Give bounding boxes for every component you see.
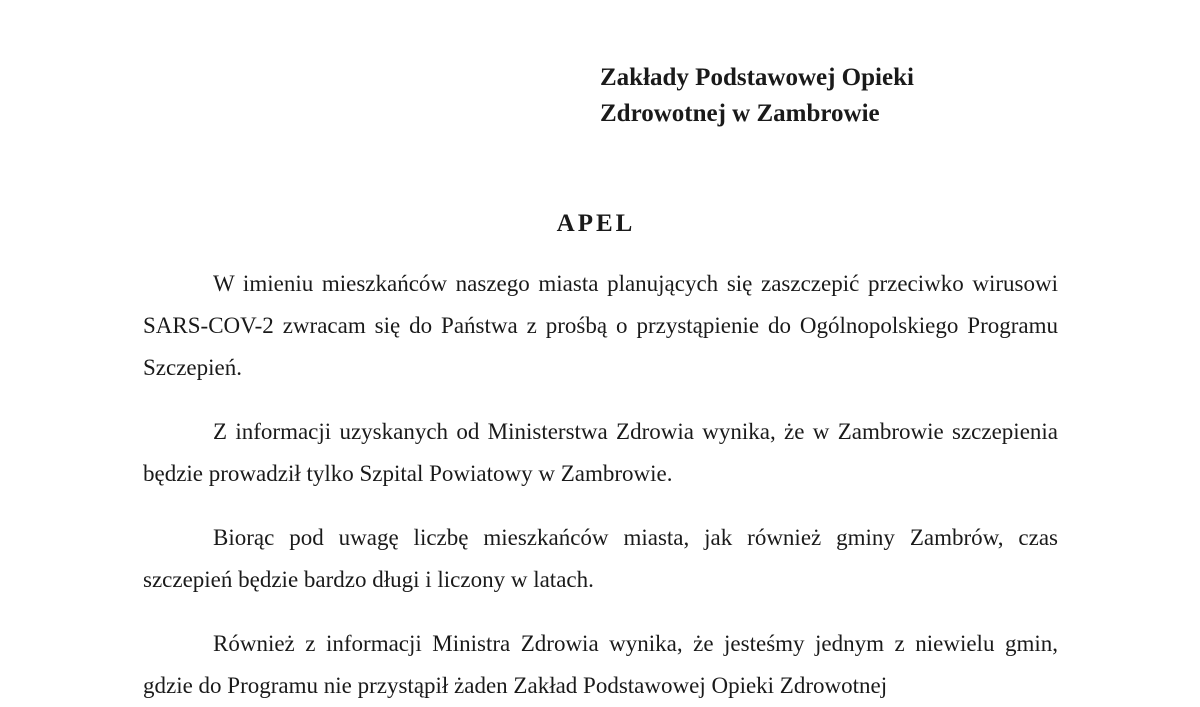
recipient-line-1: Zakłady Podstawowej Opieki bbox=[600, 64, 914, 91]
document-title-text: APEL bbox=[556, 210, 636, 237]
recipient-address bbox=[600, 60, 1120, 132]
paragraph-4: Również z informacji Ministra Zdrowia wynika, że jesteśmy jednym z niewielu gmin, gdzie do Programu nie przystąpił żaden Zakład Podstawowej Opieki Zdrowotnej bbox=[143, 631, 1058, 698]
document-body bbox=[143, 263, 1058, 707]
paragraph-1: W imieniu mieszkańców naszego miasta planujących się zaszczepić przeciwko wirusowi SARS-COV-2 zwracam się do Państwa z prośbą o przystąpienie do Ogólnopolskiego Programu Szczepień. bbox=[143, 271, 1058, 380]
paragraph-3: Biorąc pod uwagę liczbę mieszkańców miasta, jak również gminy Zambrów, czas szczepień będzie bardzo długi i liczony w latach. bbox=[143, 525, 1058, 592]
document-title bbox=[0, 210, 1200, 238]
paragraph-2: Z informacji uzyskanych od Ministerstwa Zdrowia wynika, że w Zambrowie szczepienia będzie prowadził tylko Szpital Powiatowy w Zambrowie. bbox=[143, 419, 1058, 486]
recipient-line-2: Zdrowotnej w Zambrowie bbox=[600, 100, 880, 127]
